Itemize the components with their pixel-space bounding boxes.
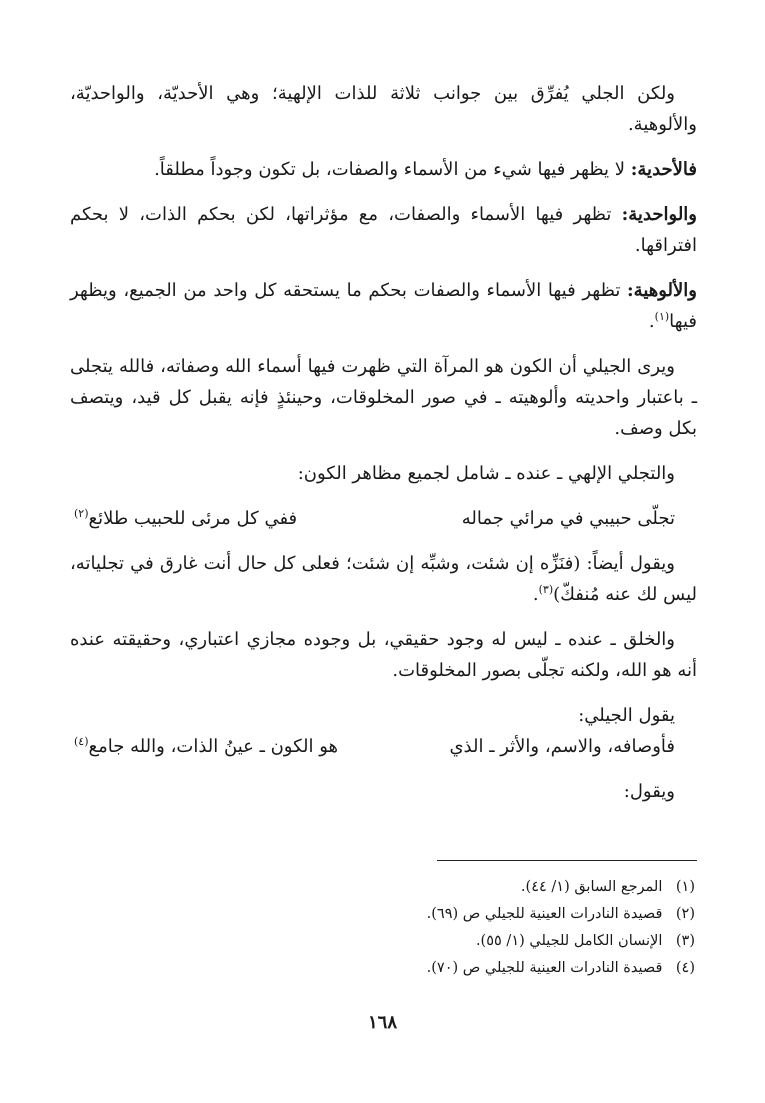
paragraph-ahadiyya xyxy=(70,154,697,185)
verse-1-first-hemistich: تجلّى حبيبي في مرائي جماله xyxy=(461,508,675,529)
footnotes xyxy=(70,874,697,982)
paragraph-creation: والخلق ـ عنده ـ ليس له وجود حقيقي، بل وجوده مجازي اعتباري، وحقيقته عنده أنه هو الله، ولكنه تجلّى بصور المخلوقات. xyxy=(70,629,697,681)
quote-text: ويقول أيضاً: (فنَزِّه إن شئت، وشبِّه إن شئت؛ فعلى كل حال أنت غارق في تجلياته، ليس لك عنه مُنفكّ) xyxy=(70,553,697,605)
ahadiyya-definition: لا يظهر فيها شيء من الأسماء والصفات، بل تكون وجوداً مطلقاً. xyxy=(154,159,631,180)
verse-2 xyxy=(70,731,697,762)
footnote-ref-1: (١) xyxy=(654,310,670,323)
footnote-ref-4: (٤) xyxy=(74,735,89,748)
paragraph-wahidiyya xyxy=(70,199,697,261)
page-number: ١٦٨ xyxy=(367,1012,397,1033)
footnote-ref-3: (٣) xyxy=(538,583,554,596)
paragraph-1: ولكن الجلي يُفرِّق بين جوانب ثلاثة للذات الإلهية؛ وهي الأحديّة، والواحديّة، والألوهية. xyxy=(70,83,697,135)
footnote-4-number: (٤) xyxy=(675,960,695,976)
uluhiyya-definition: تظهر فيها الأسماء والصفات بحكم ما يستحقه كل واحد من الجميع، ويظهر فيها xyxy=(70,280,697,332)
footnote-divider xyxy=(437,860,697,861)
verse-2-second-text: هو الكون ـ عينُ الذات، والله جامع xyxy=(88,736,339,757)
verse-2-first-hemistich: فأوصافه، والاسم، والأثر ـ الذي xyxy=(449,736,675,757)
quote-end: . xyxy=(532,584,539,605)
term-uluhiyya: والألوهية: xyxy=(627,280,697,301)
paragraph-uluhiyya xyxy=(70,275,697,337)
footnote-4 xyxy=(70,955,697,982)
footnote-4-text: قصيدة النادرات العينية للجيلي ص (٧٠). xyxy=(426,960,663,976)
footnote-2 xyxy=(70,901,697,928)
paragraph-quote xyxy=(70,548,697,610)
footnote-3 xyxy=(70,928,697,955)
term-ahadiyya: فالأحدية: xyxy=(630,159,697,180)
paragraph-tajalli: والتجلي الإلهي ـ عنده ـ شامل لجميع مظاهر الكون: xyxy=(297,463,675,484)
footnote-ref-2: (٢) xyxy=(74,507,89,520)
footnote-2-text: قصيدة النادرات العينية للجيلي ص (٦٩). xyxy=(426,906,663,922)
footnote-3-text: الإنسان الكامل للجيلي (١/ ٥٥). xyxy=(475,933,663,949)
main-text xyxy=(70,78,697,807)
paragraph-mirror: ويرى الجيلي أن الكون هو المرآة التي ظهرت فيها أسماء الله وصفاته، فالله يتجلى ـ باعتبار واحديته وألوهيته ـ في صور المخلوقات، وحينئذٍ فإنه يقبل كل قيد، ويتصف بكل وصف. xyxy=(70,356,697,439)
footnote-1 xyxy=(70,874,697,901)
verse-1-second-hemistich xyxy=(74,503,297,534)
footnote-3-number: (٣) xyxy=(675,933,695,949)
paragraph-and-says: ويقول: xyxy=(623,781,675,802)
footnote-2-number: (٢) xyxy=(675,906,695,922)
verse-1 xyxy=(70,503,697,534)
footnote-1-number: (١) xyxy=(675,879,695,895)
verse-2-second-hemistich xyxy=(74,731,338,762)
term-wahidiyya: والواحدية: xyxy=(621,204,697,225)
verse-1-second-text: ففي كل مرئى للحبيب طلائع xyxy=(88,508,298,529)
footnote-1-text: المرجع السابق (١/ ٤٤). xyxy=(520,879,663,895)
paragraph-says: يقول الجيلي: xyxy=(578,705,675,726)
uluhiyya-end: . xyxy=(648,311,655,332)
wahidiyya-definition: تظهر فيها الأسماء والصفات، مع مؤثراتها، لكن بحكم الذات، لا بحكم افتراقها. xyxy=(70,204,697,256)
